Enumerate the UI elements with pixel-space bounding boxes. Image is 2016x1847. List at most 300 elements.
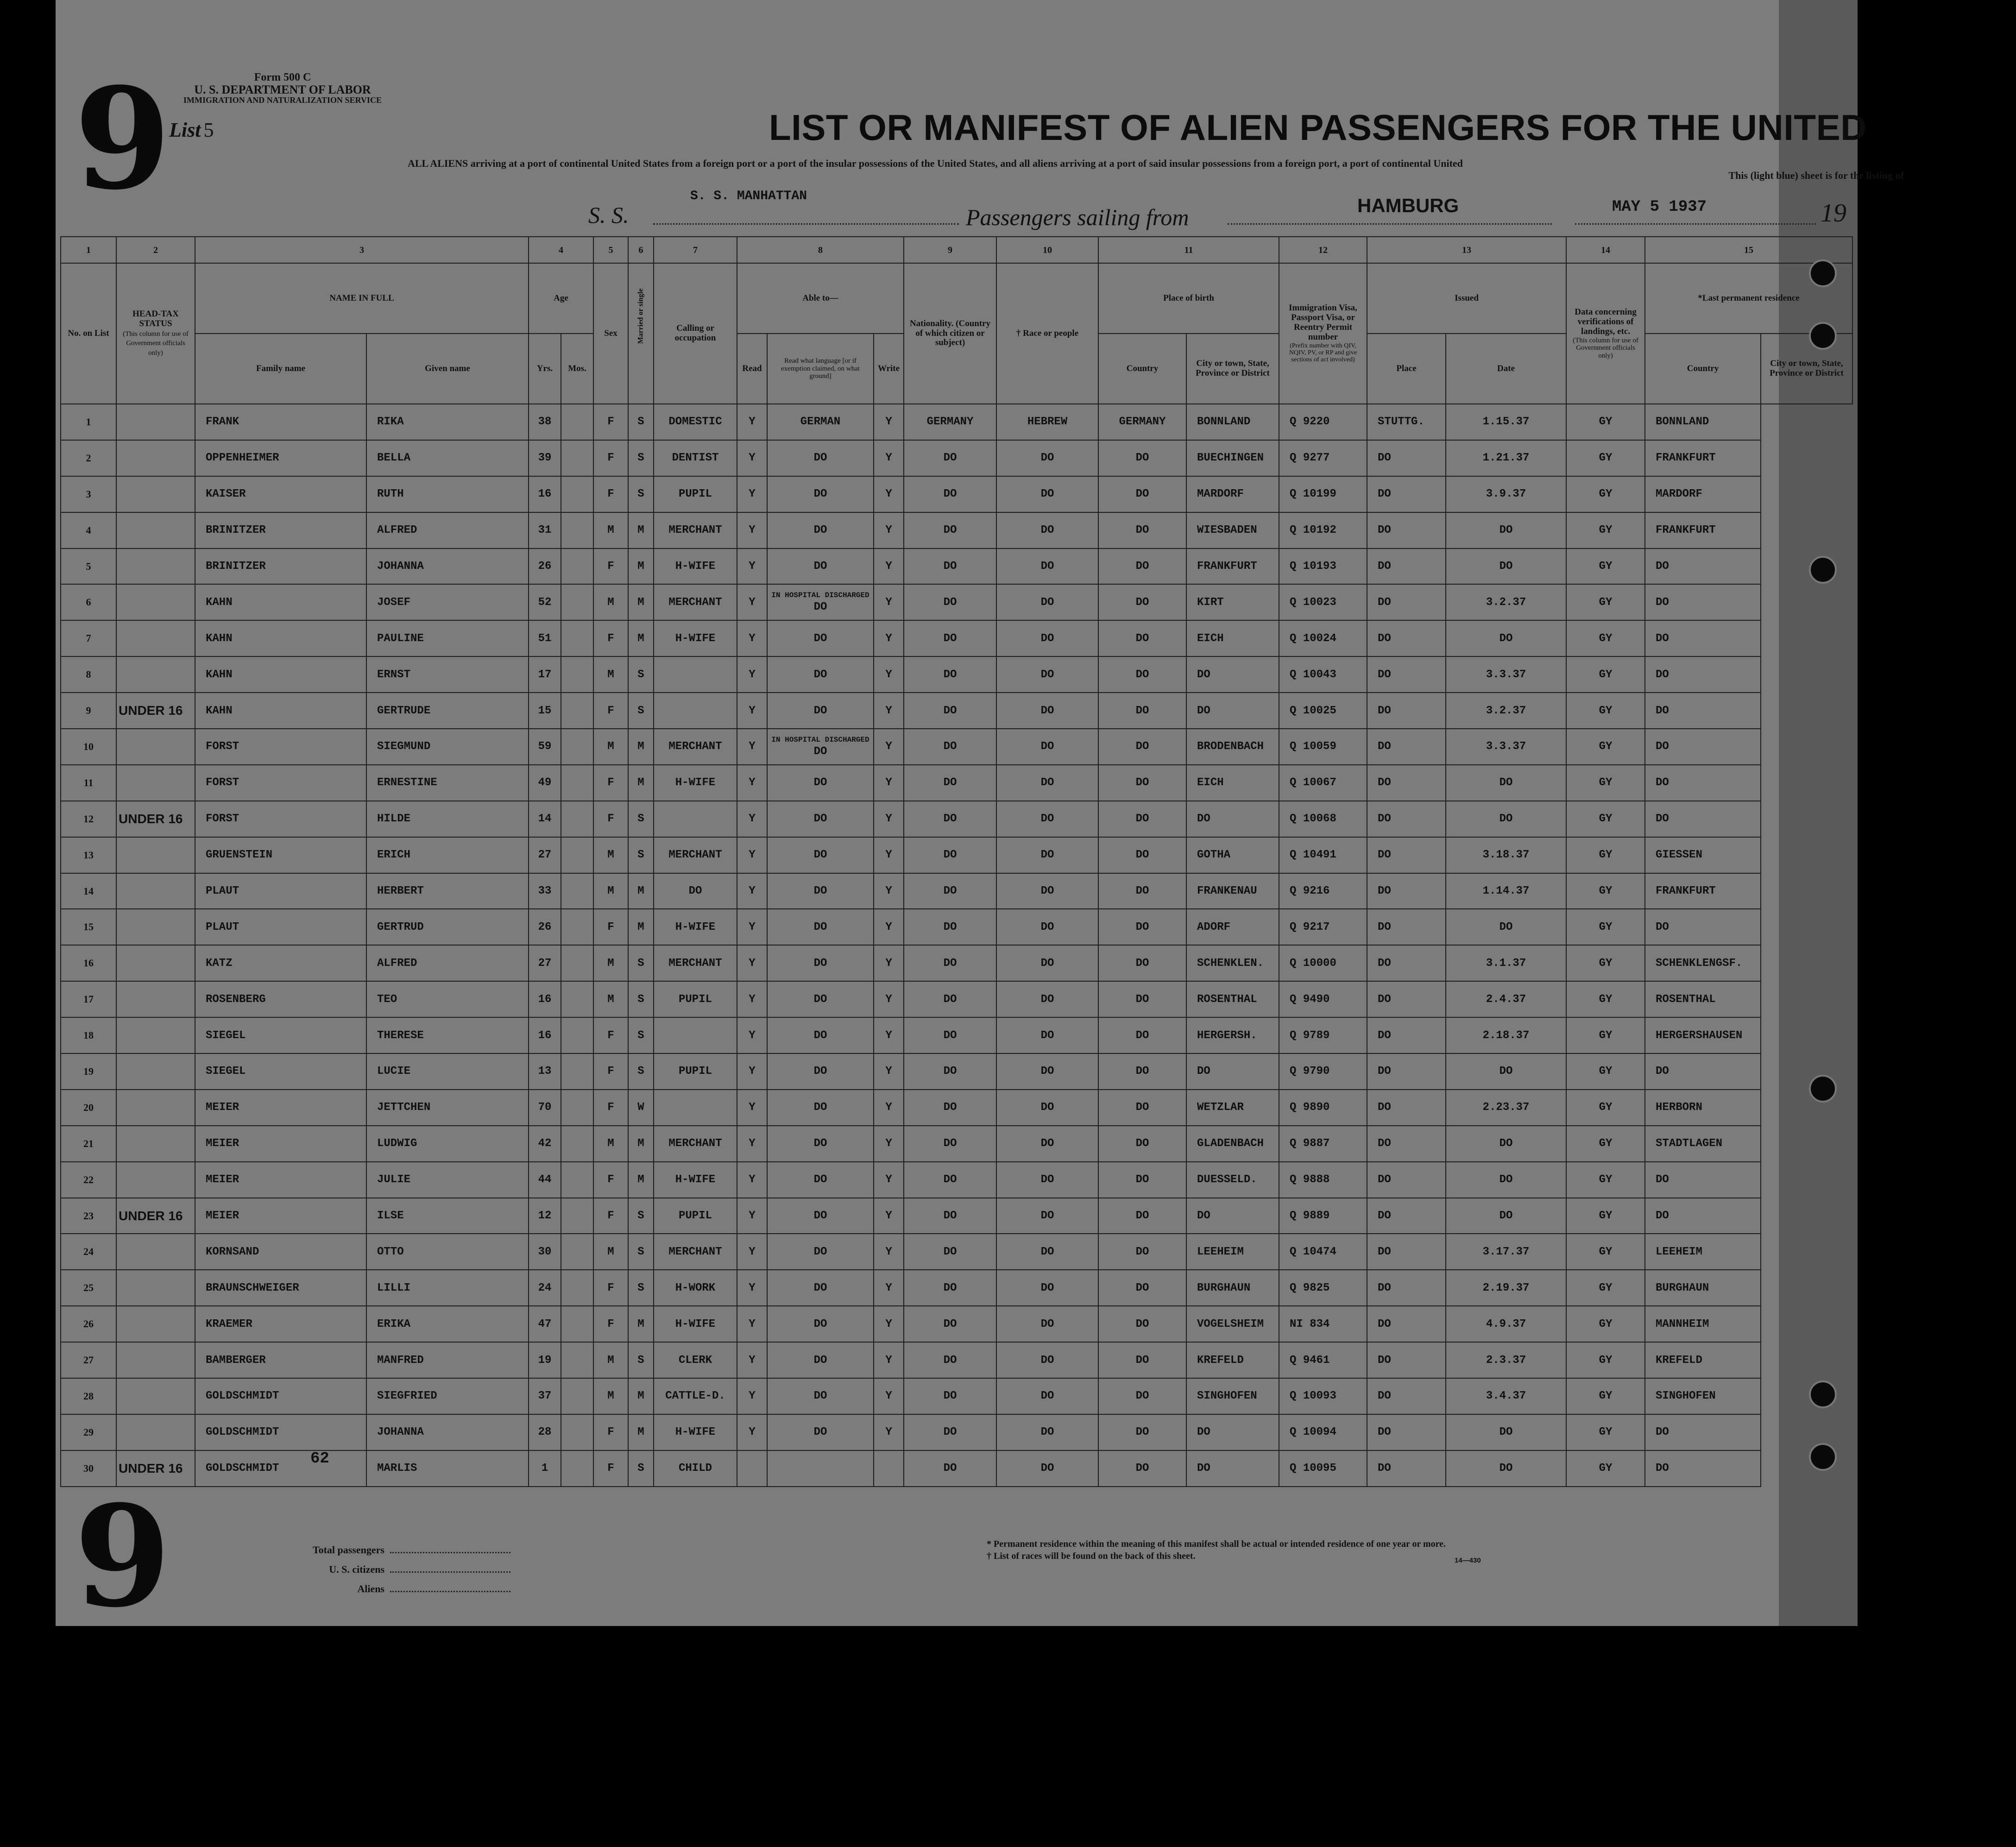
head-tax-status: [116, 1414, 195, 1450]
birth-city: DO: [1186, 1414, 1279, 1450]
nationality: DO: [904, 1270, 996, 1306]
passenger-row: [61, 584, 1852, 620]
residence-country: GY: [1566, 873, 1645, 909]
birth-country: DO: [1098, 512, 1186, 548]
given-name: LUCIE: [366, 1053, 529, 1090]
nationality: DO: [904, 656, 996, 693]
birth-city: SCHENKLEN.: [1186, 945, 1279, 981]
passenger-row: [61, 1198, 1852, 1234]
can-write: Y: [874, 584, 904, 620]
occupation: H-WIFE: [654, 909, 737, 945]
issued-place: DO: [1367, 981, 1446, 1017]
race: DO: [996, 945, 1098, 981]
can-read: Y: [737, 1198, 767, 1234]
issued-date: 3.3.37: [1446, 729, 1566, 765]
sex: F: [593, 440, 628, 476]
issued-place: DO: [1367, 1162, 1446, 1198]
age-months: [561, 656, 593, 693]
family-name: BAMBERGER: [195, 1342, 366, 1378]
family-name: GOLDSCHMIDT: [195, 1414, 366, 1450]
nationality: DO: [904, 1090, 996, 1126]
departure-date: MAY 5 1937: [1612, 198, 1707, 216]
header-yrs: Yrs.: [529, 334, 561, 404]
column-number-row: [61, 237, 1852, 263]
residence-country: GY: [1566, 404, 1645, 440]
family-name: FORST: [195, 729, 366, 765]
given-name: GERTRUD: [366, 909, 529, 945]
age-years: 15: [529, 693, 561, 729]
issued-date: 2.18.37: [1446, 1017, 1566, 1053]
passenger-row: [61, 873, 1852, 909]
visa-number: Q 10093: [1279, 1378, 1367, 1414]
issued-place: DO: [1367, 476, 1446, 512]
birth-city: BONNLAND: [1186, 404, 1279, 440]
nationality: DO: [904, 584, 996, 620]
year-prefix: 19: [1821, 199, 1846, 227]
col-num: 1: [61, 237, 116, 263]
age-months: [561, 404, 593, 440]
issued-place: DO: [1367, 1053, 1446, 1090]
family-name: MEIER: [195, 1126, 366, 1162]
manifest-table: [60, 236, 1853, 1487]
age-months: [561, 945, 593, 981]
race: DO: [996, 512, 1098, 548]
can-read: Y: [737, 584, 767, 620]
age-years: 47: [529, 1306, 561, 1342]
age-months: [561, 1414, 593, 1450]
row-number: 30: [61, 1450, 116, 1487]
read-language-value: DO: [813, 745, 827, 758]
header-mos: Mos.: [561, 334, 593, 404]
residence-city: DO: [1645, 765, 1761, 801]
visa-number: Q 10024: [1279, 620, 1367, 656]
visa-number: Q 10025: [1279, 693, 1367, 729]
can-read: Y: [737, 1378, 767, 1414]
read-language: DO: [767, 512, 874, 548]
family-name: GRUENSTEIN: [195, 837, 366, 873]
hospital-note: IN HOSPITAL DISCHARGED: [771, 591, 869, 600]
residence-country: GY: [1566, 1017, 1645, 1053]
birth-country: DO: [1098, 1126, 1186, 1162]
row-number: 1: [61, 404, 116, 440]
col-num: 10: [996, 237, 1098, 263]
can-read: Y: [737, 1162, 767, 1198]
passenger-row: [61, 476, 1852, 512]
birth-country: DO: [1098, 1053, 1186, 1090]
age-years: 39: [529, 440, 561, 476]
residence-city: DO: [1645, 1162, 1761, 1198]
nationality: DO: [904, 909, 996, 945]
occupation: [654, 1090, 737, 1126]
read-language: DO: [767, 1198, 874, 1234]
visa-number: Q 10193: [1279, 548, 1367, 585]
sex: F: [593, 1053, 628, 1090]
issued-date: 3.4.37: [1446, 1378, 1566, 1414]
family-name: OPPENHEIMER: [195, 440, 366, 476]
visa-number: Q 9790: [1279, 1053, 1367, 1090]
ship-name: S. S. MANHATTAN: [690, 189, 807, 203]
can-write: Y: [874, 945, 904, 981]
manifest-sheet: [56, 0, 1904, 1638]
family-name: MEIER: [195, 1090, 366, 1126]
family-name: FORST: [195, 801, 366, 837]
can-write: Y: [874, 440, 904, 476]
sex: F: [593, 801, 628, 837]
occupation: [654, 656, 737, 693]
issued-place: DO: [1367, 656, 1446, 693]
residence-country: GY: [1566, 620, 1645, 656]
age-months: [561, 873, 593, 909]
birth-city: SINGHOFEN: [1186, 1378, 1279, 1414]
passenger-row: [61, 1162, 1852, 1198]
list-number: 5: [203, 119, 214, 141]
passenger-row: [61, 1126, 1852, 1162]
race: DO: [996, 1053, 1098, 1090]
birth-city: FRANKFURT: [1186, 548, 1279, 585]
can-write: Y: [874, 404, 904, 440]
age-years: 1: [529, 1450, 561, 1487]
residence-country: GY: [1566, 1306, 1645, 1342]
can-read: Y: [737, 440, 767, 476]
marital-status: M: [628, 873, 654, 909]
marital-status: M: [628, 1306, 654, 1342]
nationality: DO: [904, 1414, 996, 1450]
age-years: 52: [529, 584, 561, 620]
can-write: Y: [874, 765, 904, 801]
can-write: Y: [874, 1053, 904, 1090]
race: DO: [996, 1198, 1098, 1234]
passenger-row: [61, 693, 1852, 729]
binder-hole: [1809, 259, 1837, 287]
issued-place: DO: [1367, 765, 1446, 801]
header-issued-date: Date: [1446, 334, 1566, 404]
head-tax-status: UNDER 16: [116, 801, 195, 837]
given-name: THERESE: [366, 1017, 529, 1053]
issued-place: DO: [1367, 1342, 1446, 1378]
visa-number: Q 10043: [1279, 656, 1367, 693]
can-write: Y: [874, 837, 904, 873]
family-name: KAHN: [195, 693, 366, 729]
read-language: DO: [767, 1378, 874, 1414]
col-num: 5: [593, 237, 628, 263]
departure-port: HAMBURG: [1357, 195, 1459, 216]
can-write: Y: [874, 693, 904, 729]
can-write: Y: [874, 1198, 904, 1234]
passenger-row: [61, 512, 1852, 548]
col-num: 7: [654, 237, 737, 263]
residence-city: DO: [1645, 1414, 1761, 1450]
given-name: JULIE: [366, 1162, 529, 1198]
form-code: 14—430: [1455, 1557, 1481, 1564]
residence-city: DO: [1645, 548, 1761, 585]
race: DO: [996, 909, 1098, 945]
birth-city: DO: [1186, 656, 1279, 693]
header-landing-data: Data concerning verifications of landings, etc. (This column for use of Government officials only): [1566, 263, 1645, 404]
row-number: 15: [61, 909, 116, 945]
issued-date: 3.9.37: [1446, 476, 1566, 512]
can-write: Y: [874, 909, 904, 945]
race: DO: [996, 656, 1098, 693]
read-language: DO: [767, 656, 874, 693]
sex: M: [593, 945, 628, 981]
head-tax-status: [116, 873, 195, 909]
birth-city: DO: [1186, 693, 1279, 729]
birth-country: DO: [1098, 548, 1186, 585]
age-years: 24: [529, 1270, 561, 1306]
marital-status: S: [628, 981, 654, 1017]
occupation: MERCHANT: [654, 945, 737, 981]
issued-date: 3.3.37: [1446, 656, 1566, 693]
head-tax-status: [116, 512, 195, 548]
issued-date: DO: [1446, 801, 1566, 837]
birth-country: DO: [1098, 765, 1186, 801]
header-issued: Issued: [1367, 263, 1566, 334]
age-months: [561, 1017, 593, 1053]
family-name: PLAUT: [195, 909, 366, 945]
marital-status: S: [628, 1234, 654, 1270]
age-years: 17: [529, 656, 561, 693]
birth-city: KIRT: [1186, 584, 1279, 620]
occupation: H-WORK: [654, 1270, 737, 1306]
ship-name-line: [653, 223, 959, 225]
occupation: H-WIFE: [654, 1162, 737, 1198]
age-years: 44: [529, 1162, 561, 1198]
sex: F: [593, 548, 628, 585]
residence-city: DO: [1645, 1450, 1761, 1487]
passenger-row: [61, 765, 1852, 801]
sex: M: [593, 837, 628, 873]
birth-city: BURGHAUN: [1186, 1270, 1279, 1306]
age-years: 14: [529, 801, 561, 837]
header-married: Married or single: [628, 263, 654, 404]
read-language: DO: [767, 801, 874, 837]
footnote-residence: * Permanent residence within the meaning of this manifest shall be actual or intended residence of one year or more.: [987, 1539, 1446, 1549]
can-write: Y: [874, 873, 904, 909]
residence-country: GY: [1566, 909, 1645, 945]
binder-hole: [1809, 556, 1837, 584]
age-years: 49: [529, 765, 561, 801]
sex: F: [593, 1090, 628, 1126]
occupation: MERCHANT: [654, 729, 737, 765]
passenger-count-mark: 62: [310, 1450, 329, 1468]
birth-city: WETZLAR: [1186, 1090, 1279, 1126]
marital-status: M: [628, 1162, 654, 1198]
age-years: 31: [529, 512, 561, 548]
residence-country: GY: [1566, 476, 1645, 512]
service-name: IMMIGRATION AND NATURALIZATION SERVICE: [183, 95, 382, 105]
can-read: Y: [737, 765, 767, 801]
residence-city: SCHENKLENGSF.: [1645, 945, 1761, 981]
head-tax-status: [116, 765, 195, 801]
head-tax-status: [116, 440, 195, 476]
sex: F: [593, 620, 628, 656]
marital-status: S: [628, 1342, 654, 1378]
issued-place: DO: [1367, 1306, 1446, 1342]
birth-city: HERGERSH.: [1186, 1017, 1279, 1053]
header-able-to: Able to—: [737, 263, 904, 334]
instructions: [408, 158, 1904, 182]
sex: M: [593, 729, 628, 765]
read-language: DO: [767, 873, 874, 909]
header-issued-place: Place: [1367, 334, 1446, 404]
birth-country: DO: [1098, 1342, 1186, 1378]
read-language: DO: [767, 440, 874, 476]
residence-city: DO: [1645, 909, 1761, 945]
occupation: MERCHANT: [654, 512, 737, 548]
header-read: Read: [737, 334, 767, 404]
given-name: RUTH: [366, 476, 529, 512]
race: HEBREW: [996, 404, 1098, 440]
age-months: [561, 1090, 593, 1126]
head-tax-status: [116, 1378, 195, 1414]
binder-hole: [1809, 1443, 1837, 1471]
read-language: DO: [767, 1270, 874, 1306]
family-name: SIEGEL: [195, 1017, 366, 1053]
issued-place: DO: [1367, 729, 1446, 765]
sex: F: [593, 404, 628, 440]
can-write: Y: [874, 1414, 904, 1450]
head-tax-status: [116, 1053, 195, 1090]
race: DO: [996, 1090, 1098, 1126]
given-name: TEO: [366, 981, 529, 1017]
header-race: † Race or people: [996, 263, 1098, 404]
birth-city: FRANKENAU: [1186, 873, 1279, 909]
passenger-row: [61, 1017, 1852, 1053]
visa-number: Q 10095: [1279, 1450, 1367, 1487]
row-number: 19: [61, 1053, 116, 1090]
birth-city: BRODENBACH: [1186, 729, 1279, 765]
issued-date: DO: [1446, 1053, 1566, 1090]
row-number: 23: [61, 1198, 116, 1234]
residence-city: GIESSEN: [1645, 837, 1761, 873]
visa-number: Q 9217: [1279, 909, 1367, 945]
family-name: MEIER: [195, 1198, 366, 1234]
age-months: [561, 1342, 593, 1378]
issued-place: DO: [1367, 584, 1446, 620]
row-number: 4: [61, 512, 116, 548]
residence-city: DO: [1645, 620, 1761, 656]
issued-date: 1.21.37: [1446, 440, 1566, 476]
residence-country: GY: [1566, 1342, 1645, 1378]
age-months: [561, 693, 593, 729]
residence-city: DO: [1645, 693, 1761, 729]
birth-country: DO: [1098, 873, 1186, 909]
col-num: 3: [195, 237, 529, 263]
birth-country: DO: [1098, 1090, 1186, 1126]
residence-country: GY: [1566, 1090, 1645, 1126]
birth-country: DO: [1098, 945, 1186, 981]
can-read: Y: [737, 656, 767, 693]
given-name: LUDWIG: [366, 1126, 529, 1162]
sex: F: [593, 1450, 628, 1487]
birth-country: DO: [1098, 1414, 1186, 1450]
nationality: DO: [904, 729, 996, 765]
marital-status: S: [628, 945, 654, 981]
header-no-on-list: No. on List: [61, 263, 116, 404]
date-line: [1575, 223, 1816, 225]
birth-city: GOTHA: [1186, 837, 1279, 873]
instructions-line-2: This (light blue) sheet is for the listing of: [1728, 170, 1904, 182]
residence-country: GY: [1566, 1126, 1645, 1162]
nationality: DO: [904, 1450, 996, 1487]
given-name: MANFRED: [366, 1342, 529, 1378]
read-language: DO: [767, 981, 874, 1017]
row-number: 24: [61, 1234, 116, 1270]
age-years: 70: [529, 1090, 561, 1126]
birth-country: DO: [1098, 1306, 1186, 1342]
race: DO: [996, 1342, 1098, 1378]
issued-date: DO: [1446, 620, 1566, 656]
can-write: Y: [874, 729, 904, 765]
passenger-row: [61, 548, 1852, 585]
given-name: ERIKA: [366, 1306, 529, 1342]
residence-city: MARDORF: [1645, 476, 1761, 512]
can-read: Y: [737, 693, 767, 729]
residence-city: KREFELD: [1645, 1342, 1761, 1378]
birth-city: WIESBADEN: [1186, 512, 1279, 548]
residence-city: LEEHEIM: [1645, 1234, 1761, 1270]
head-tax-status: [116, 1306, 195, 1342]
sheet-number-top: 9: [74, 57, 171, 221]
issued-place: DO: [1367, 1270, 1446, 1306]
issued-place: DO: [1367, 1234, 1446, 1270]
marital-status: M: [628, 765, 654, 801]
row-number: 7: [61, 620, 116, 656]
read-language: DO: [767, 1090, 874, 1126]
issued-place: DO: [1367, 1198, 1446, 1234]
race: DO: [996, 981, 1098, 1017]
sex: M: [593, 1378, 628, 1414]
residence-city: DO: [1645, 656, 1761, 693]
given-name: ERICH: [366, 837, 529, 873]
header-calling: Calling or occupation: [654, 263, 737, 404]
marital-status: S: [628, 656, 654, 693]
birth-country: DO: [1098, 1234, 1186, 1270]
residence-city: SINGHOFEN: [1645, 1378, 1761, 1414]
can-write: Y: [874, 1378, 904, 1414]
us-citizens-row: U. S. citizens: [292, 1560, 510, 1579]
sex: M: [593, 1234, 628, 1270]
age-years: 16: [529, 476, 561, 512]
row-number: 21: [61, 1126, 116, 1162]
marital-status: S: [628, 1053, 654, 1090]
visa-number: Q 9277: [1279, 440, 1367, 476]
can-write: Y: [874, 1126, 904, 1162]
birth-city: KREFELD: [1186, 1342, 1279, 1378]
passenger-row: [61, 837, 1852, 873]
passenger-row: [61, 1414, 1852, 1450]
residence-country: GY: [1566, 584, 1645, 620]
residence-city: ROSENTHAL: [1645, 981, 1761, 1017]
family-name: KAISER: [195, 476, 366, 512]
issued-date: DO: [1446, 1198, 1566, 1234]
can-write: Y: [874, 981, 904, 1017]
passenger-row: [61, 440, 1852, 476]
read-language: DO: [767, 548, 874, 585]
can-read: Y: [737, 1414, 767, 1450]
marital-status: M: [628, 1126, 654, 1162]
head-tax-status: UNDER 16: [116, 1198, 195, 1234]
can-read: Y: [737, 404, 767, 440]
passenger-row: [61, 909, 1852, 945]
head-tax-status: [116, 1126, 195, 1162]
occupation: H-WIFE: [654, 765, 737, 801]
family-name: KAHN: [195, 620, 366, 656]
nationality: DO: [904, 1162, 996, 1198]
issued-date: 2.3.37: [1446, 1342, 1566, 1378]
col-num: 15: [1645, 237, 1852, 263]
header-birth-country: Country: [1098, 334, 1186, 404]
